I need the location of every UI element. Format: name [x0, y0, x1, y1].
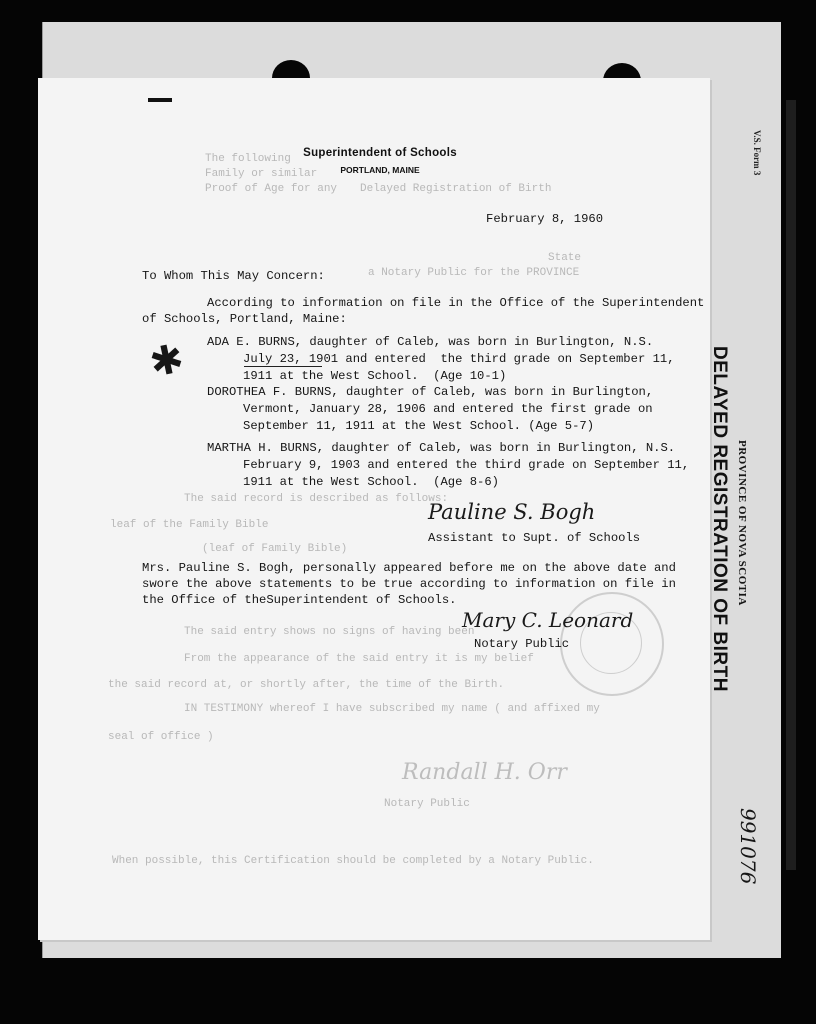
bleed-line: The said record is described as follows:	[184, 493, 449, 505]
form-title: DELAYED REGISTRATION OF BIRTH	[709, 346, 730, 692]
bleed-through-signature: Randall H. Orr	[402, 760, 567, 785]
folder-edge	[786, 100, 796, 870]
form-number: V.S. Form 3	[752, 130, 762, 176]
entry-line: February 9, 1903 and entered the third grade on September 11,	[243, 458, 690, 472]
pencil-dash-mark	[148, 98, 172, 102]
bleed-line: the said record at, or shortly after, the time of the Birth.	[108, 679, 505, 691]
bleed-line: The said entry shows no signs of having been	[184, 626, 475, 638]
entry-line: ADA E. BURNS, daughter of Caleb, was born in Burlington, N.S.	[207, 335, 654, 349]
bleed-line: State	[548, 252, 582, 264]
bleed-line: (leaf of Family Bible)	[202, 543, 348, 555]
bleed-line: From the appearance of the said entry it is my belief	[184, 653, 534, 665]
entry-line: DOROTHEA F. BURNS, daughter of Caleb, was born in Burlington,	[207, 385, 654, 399]
notary-signature: Mary C. Leonard	[462, 608, 634, 632]
handwritten-star-mark: ✱	[145, 335, 188, 387]
handwritten-registration-number: 991076	[736, 808, 760, 885]
bleed-line: The following	[205, 153, 291, 165]
assistant-signature: Pauline S. Bogh	[428, 500, 596, 524]
letter-salutation: To Whom This May Concern:	[142, 269, 325, 283]
bleed-line: Delayed Registration of Birth	[360, 183, 552, 195]
bleed-line: Notary Public	[384, 798, 470, 810]
assistant-title: Assistant to Supt. of Schools	[428, 531, 641, 545]
province-heading: PROVINCE OF NOVA SCOTIA	[736, 440, 748, 606]
entry-line: 1911 at the West School. (Age 10-1)	[243, 369, 507, 383]
notary-title: Notary Public	[474, 637, 570, 651]
letterhead-location: PORTLAND, MAINE	[340, 165, 420, 175]
bleed-line: When possible, this Certification should be completed by a Notary Public.	[112, 855, 594, 867]
letter-date: February 8, 1960	[486, 212, 604, 226]
date-underline	[244, 366, 322, 367]
bleed-line: Proof of Age for any	[205, 183, 338, 195]
entry-line: MARTHA H. BURNS, daughter of Caleb, was born in Burlington, N.S.	[207, 441, 676, 455]
entry-line: July 23, 1901 and entered the third grade on September 11,	[243, 352, 675, 366]
entry-line: September 11, 1911 at the West School. (Age 5-7)	[243, 419, 595, 433]
sworn-statement-line: Mrs. Pauline S. Bogh, personally appeared before me on the above date and	[142, 561, 676, 575]
intro-line: According to information on file in the Office of the Superintendent	[207, 296, 705, 310]
entry-line: Vermont, January 28, 1906 and entered the first grade on	[243, 402, 653, 416]
bleed-line: a Notary Public for the PROVINCE	[368, 267, 580, 279]
sworn-statement-line: the Office of theSuperintendent of Schools.	[142, 593, 457, 607]
entry-line: 1911 at the West School. (Age 8-6)	[243, 475, 499, 489]
sworn-statement-line: swore the above statements to be true according to information on file in	[142, 577, 676, 591]
intro-line: of Schools, Portland, Maine:	[142, 312, 347, 326]
bleed-line: IN TESTIMONY whereof I have subscribed my name ( and affixed my	[184, 703, 600, 715]
letterhead-title: Superintendent of Schools	[303, 147, 457, 159]
bleed-line: Family or similar	[205, 168, 318, 180]
bleed-line: seal of office )	[108, 731, 214, 743]
bleed-line: leaf of the Family Bible	[110, 519, 269, 531]
school-letter-sheet	[38, 78, 710, 940]
